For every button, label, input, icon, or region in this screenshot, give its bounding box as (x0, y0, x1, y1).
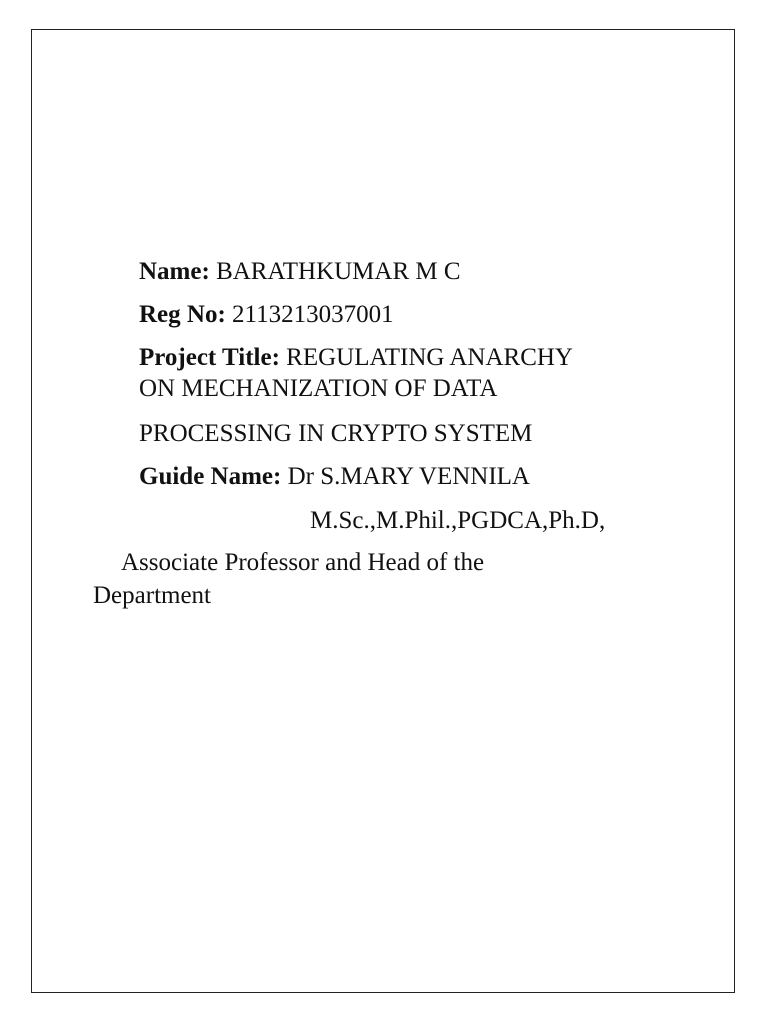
reg-no-line (139, 302, 394, 327)
project-title-label: Project Title: (139, 344, 280, 371)
guide-name-line (139, 464, 530, 489)
guide-qualifications (310, 508, 605, 533)
project-title-value-3: PROCESSING IN CRYPTO SYSTEM (139, 420, 533, 447)
guide-qualifications-text: M.Sc.,M.Phil.,PGDCA,Ph.D, (310, 507, 606, 534)
project-title-line-3 (139, 421, 532, 446)
designation-text-2: Department (93, 582, 212, 609)
project-title-value-2: ON MECHANIZATION OF DATA (139, 375, 498, 402)
name-line (139, 259, 461, 284)
designation-line-1 (121, 550, 484, 575)
guide-name-label: Guide Name: (139, 463, 282, 490)
guide-name-value: Dr S.MARY VENNILA (281, 463, 530, 490)
project-title-line-2 (139, 376, 497, 401)
project-title-value-1: REGULATING ANARCHY (279, 344, 573, 371)
reg-no-value: 2113213037001 (225, 301, 394, 328)
name-label: Name: (139, 258, 210, 285)
project-title-line-1 (139, 345, 573, 370)
designation-text-1: Associate Professor and Head of the (121, 549, 485, 576)
name-value: BARATHKUMAR M C (209, 258, 461, 285)
designation-line-2 (93, 583, 211, 608)
reg-no-label: Reg No: (139, 301, 226, 328)
